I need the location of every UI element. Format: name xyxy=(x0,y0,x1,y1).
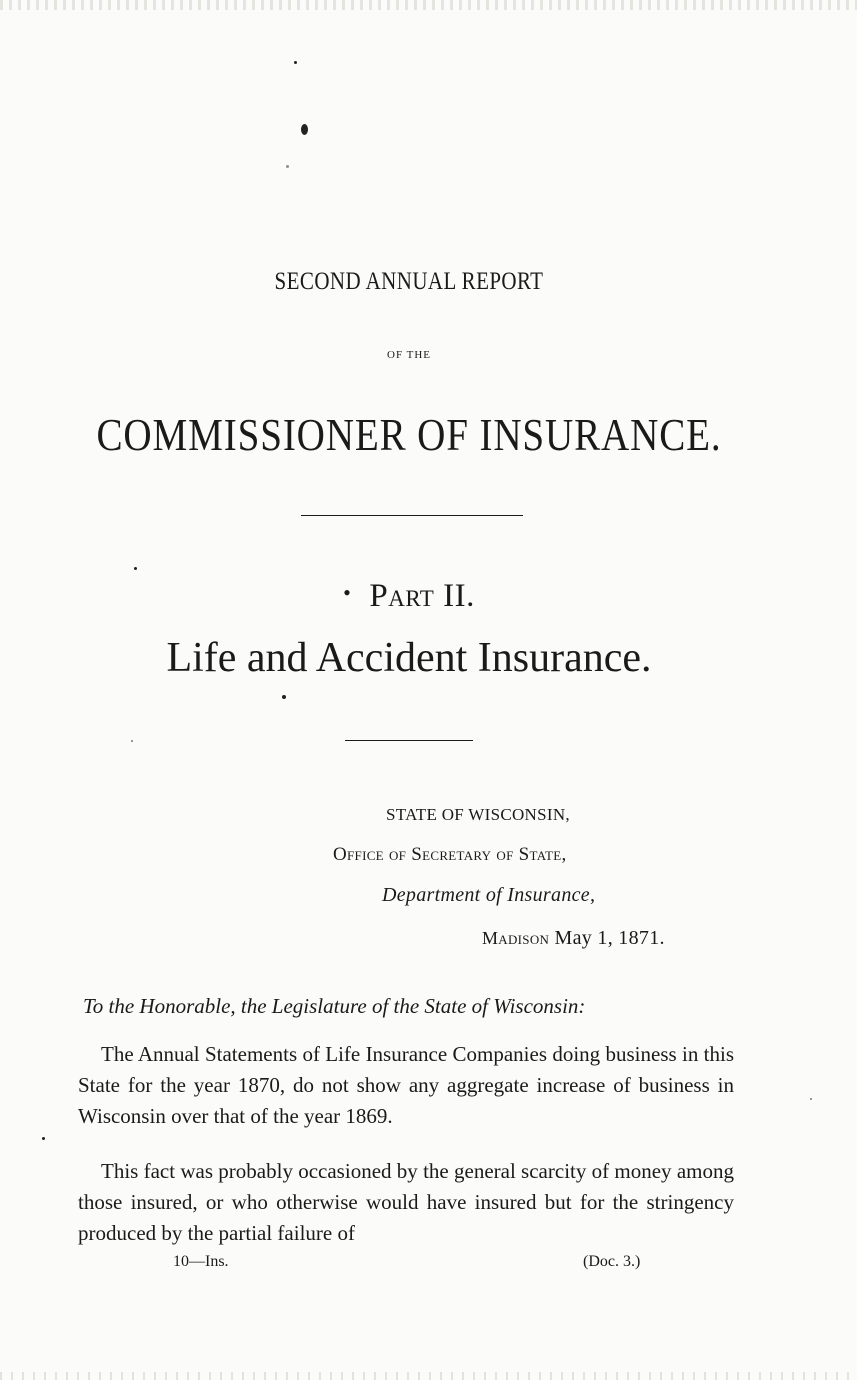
heading-divider xyxy=(301,515,523,516)
address-department: Department of Insurance, xyxy=(382,884,596,906)
address-place: Madison xyxy=(482,928,550,948)
part-subject: Life and Accident Insurance. xyxy=(166,635,652,681)
body-paragraph-1: The Annual Statements of Life Insurance Companies doing business in this State for the year 1870, do not show any aggregate increase of business in Wisconsin over that of the year 1869. xyxy=(78,1042,734,1128)
bullet-mark: • xyxy=(343,580,352,605)
section-divider xyxy=(345,740,473,741)
part-label xyxy=(0,578,818,615)
salutation: To the Honorable, the Legislature of the State of Wisconsin: xyxy=(83,994,586,1018)
signature-mark: 10—Ins. xyxy=(173,1253,229,1270)
report-title-connector: OF THE xyxy=(387,349,431,361)
address-state: STATE OF WISCONSIN, xyxy=(386,805,570,824)
document-number: (Doc. 3.) xyxy=(583,1253,641,1270)
address-office: Office of Secretary of State, xyxy=(333,844,567,865)
ink-speck xyxy=(810,1098,812,1100)
ink-speck xyxy=(282,695,286,699)
report-title: SECOND ANNUAL REPORT xyxy=(274,268,544,295)
ink-speck xyxy=(42,1137,45,1140)
ink-speck xyxy=(294,61,297,64)
body-paragraph-2: This fact was probably occasioned by the general scarcity of money among those insured, or who otherwise would have insured but for the stringency produced by the partial failure of xyxy=(78,1159,734,1245)
page-edge-bottom xyxy=(0,1372,857,1380)
ink-speck xyxy=(301,124,308,135)
part-label-text: Part II. xyxy=(369,578,475,614)
ink-speck xyxy=(286,165,289,168)
page-edge-top xyxy=(0,0,857,10)
address-date: May 1, 1871. xyxy=(554,927,665,949)
ink-speck xyxy=(134,567,137,570)
ink-speck xyxy=(131,740,133,742)
address-date-line xyxy=(482,927,665,950)
report-office-title: COMMISSIONER OF INSURANCE. xyxy=(96,409,722,460)
